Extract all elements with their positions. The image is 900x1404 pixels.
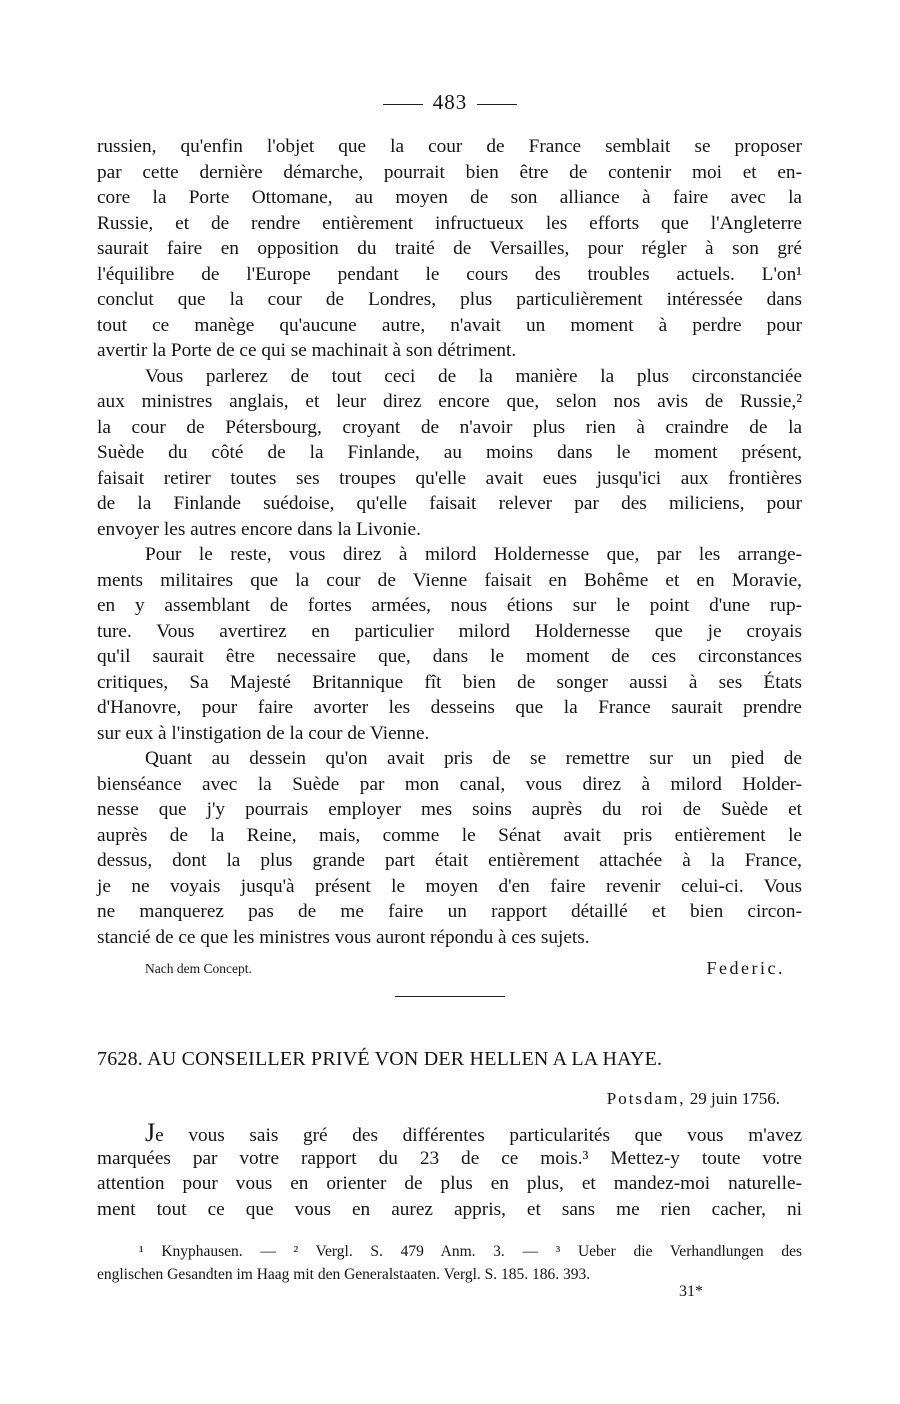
footnote-line: ¹ Knyphausen. — ² Vergl. S. 479 Anm. 3. — ³ Ueber die Verhandlungen des: [139, 1243, 802, 1260]
page-header: [0, 90, 900, 115]
text-line: bienséance avec la Suède par mon canal, vous direz à milord Holder-: [97, 773, 802, 795]
text-line: ment tout ce que vous en aurez appris, et sans me rien cacher, ni: [97, 1198, 802, 1220]
text-line: faisait retirer toutes ses troupes qu'elle avait eues jusqu'ici aux frontières: [97, 467, 802, 489]
text-line: en y assemblant de fortes armées, nous étions sur le point d'une rup-: [97, 595, 802, 616]
letter-body: [97, 1120, 802, 1222]
closing-row: [145, 958, 785, 984]
dateline-date: 29 juin 1756.: [689, 1089, 780, 1108]
text-line: sur eux à l'instigation de la cour de Vienne.: [97, 722, 430, 744]
dateline-place: Potsdam,: [606, 1089, 686, 1108]
text-line: marquées par votre rapport du 23 de ce mois.³ Mettez-y toute votre: [97, 1147, 802, 1169]
text-line: de la Finlande suédoise, qu'elle faisait relever par des miliciens, pour: [97, 493, 802, 514]
text-line: russien, qu'enfin l'objet que la cour de France semblait se proposer: [97, 136, 802, 157]
text-line: avertir la Porte de ce qui se machinait à son détriment.: [97, 340, 517, 361]
text-line: tout ce manège qu'aucune autre, n'avait un moment à perdre pour: [97, 314, 802, 336]
text-line: auprès de la Reine, mais, comme le Sénat avait pris entièrement le: [97, 824, 802, 846]
document-heading: 7628. AU CONSEILLER PRIVÉ VON DER HELLEN A LA HAYE.: [97, 1048, 663, 1070]
signature-mark: 31*: [679, 1283, 703, 1300]
signer-name: Federic.: [706, 958, 785, 978]
paragraph-start: Vous parlerez de tout ceci de la manière la plus circonstanciée: [145, 365, 802, 387]
text-line: Suède du côté de la Finlande, au moins dans le moment présent,: [97, 442, 802, 463]
text-line: conclut que la cour de Londres, plus particulièrement intéressée dans: [97, 289, 802, 310]
dateline: [607, 1089, 780, 1109]
header-dash-right: [477, 104, 517, 105]
page-number: 483: [432, 90, 468, 114]
text-line: ne manquerez pas de me faire un rapport détaillé et bien circon-: [97, 901, 802, 922]
text-line: dessus, dont la plus grande part était entièrement attachée à la France,: [97, 850, 802, 871]
section-divider: [395, 996, 505, 997]
text-line: d'Hanovre, pour faire avorter les desseins que la France saurait prendre: [97, 697, 802, 718]
source-note: Nach dem Concept.: [145, 961, 252, 976]
text-line: aux ministres anglais, et leur direz encore que, selon nos avis de Russie,²: [97, 391, 802, 412]
text-line: Russie, et de rendre entièrement infructueux les efforts que l'Angleterre: [97, 212, 802, 234]
letter-continuation: [97, 134, 802, 950]
text-line: l'équilibre de l'Europe pendant le cours des troubles actuels. L'on¹: [97, 263, 802, 285]
text-line: la cour de Pétersbourg, croyant de n'avoir plus rien à craindre de la: [97, 416, 802, 438]
footnotes: [97, 1240, 802, 1286]
text-line: ture. Vous avertirez en particulier milord Holdernesse que je croyais: [97, 620, 802, 642]
text-line: ments militaires que la cour de Vienne faisait en Bohême et en Moravie,: [97, 569, 802, 591]
text-line: par cette dernière démarche, pourrait bien être de contenir moi et en-: [97, 161, 802, 183]
paragraph-start: [97, 1120, 802, 1146]
letter-first-line: e vous sais gré des différentes particularités que vous m'avez: [155, 1125, 802, 1146]
text-line: attention pour vous en orienter de plus en plus, et mandez-moi naturelle-: [97, 1173, 802, 1194]
text-line: envoyer les autres encore dans la Livonie.: [97, 518, 421, 540]
text-line: core la Porte Ottomane, au moyen de son alliance à faire avec la: [97, 187, 802, 208]
text-line: nesse que j'y pourrais employer mes soins auprès du roi de Suède et: [97, 799, 802, 820]
paragraph-start: Pour le reste, vous direz à milord Holdernesse que, par les arrange-: [145, 544, 802, 565]
text-line: stancié de ce que les ministres vous auront répondu à ces sujets.: [97, 926, 590, 948]
text-line: je ne voyais jusqu'à présent le moyen d'en faire revenir celui-ci. Vous: [97, 875, 802, 897]
header-dash-left: [383, 104, 423, 105]
initial-letter: J: [145, 1118, 156, 1147]
text-line: critiques, Sa Majesté Britannique fît bien de songer aussi à ses États: [97, 671, 802, 693]
paragraph-start: Quant au dessein qu'on avait pris de se remettre sur un pied de: [145, 748, 802, 769]
text-line: saurait faire en opposition du traité de Versailles, pour régler à son gré: [97, 238, 802, 259]
footnote-line: englischen Gesandten im Haag mit den Generalstaaten. Vergl. S. 185. 186. 393.: [97, 1266, 591, 1283]
text-line: qu'il saurait être necessaire que, dans le moment de ces circonstances: [97, 646, 802, 667]
